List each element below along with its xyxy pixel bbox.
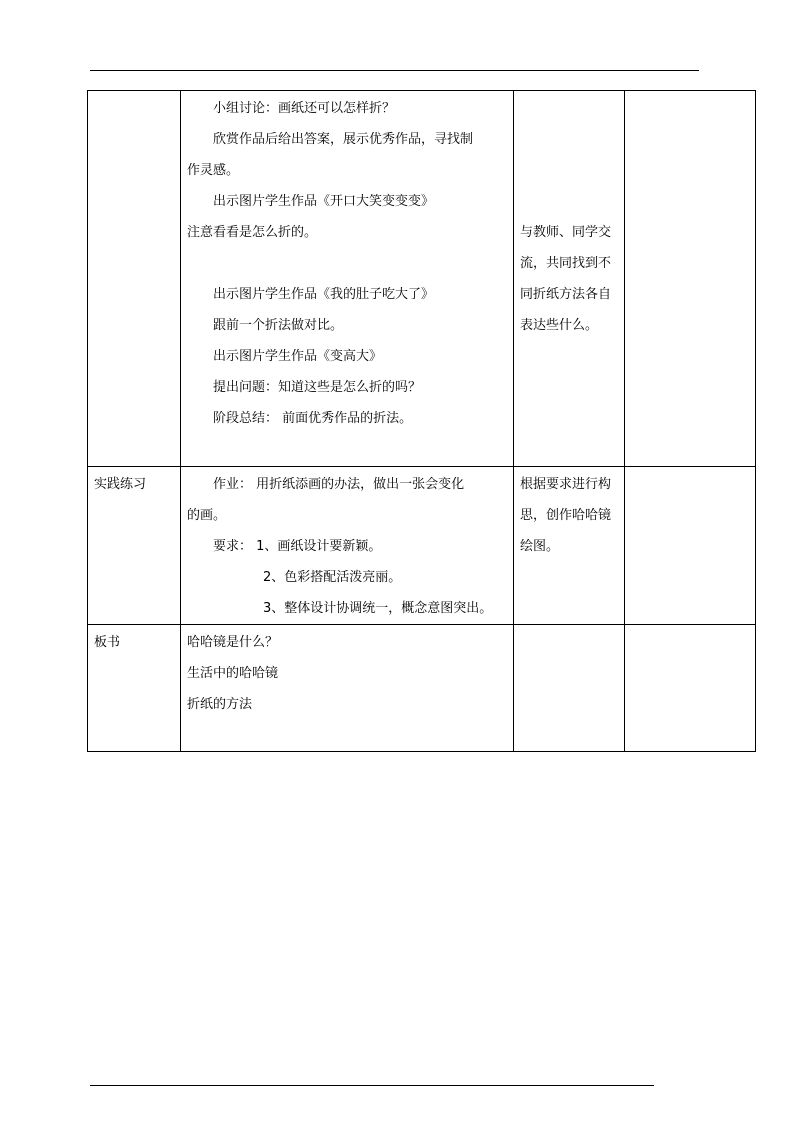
content-line: 生活中的哈哈镜 — [187, 666, 279, 681]
content-line: 欣赏作品后给出答案，展示优秀作品，寻找制 — [213, 132, 474, 147]
row-label-cell: 板书 — [88, 625, 181, 752]
content-line: 3、整体设计协调统一，概念意图突出。 — [263, 601, 493, 616]
content-line-blank — [187, 248, 507, 279]
content-line: 阶段总结： 前面优秀作品的折法。 — [213, 411, 413, 426]
content-line: 小组讨论：画纸还可以怎样折？ — [213, 101, 396, 116]
student-activity-text: 根据要求进行构思，创作哈哈镜绘图。 — [520, 477, 612, 554]
note-cell — [625, 625, 756, 752]
content-line: 跟前一个折法做对比。 — [213, 318, 344, 333]
lesson-plan-table — [87, 90, 756, 752]
footer-rule — [90, 1085, 654, 1086]
row-label-cell — [88, 91, 181, 467]
table-row — [88, 91, 756, 467]
content-cell — [181, 91, 514, 467]
content-line: 作灵感。 — [187, 163, 240, 178]
table-row — [88, 625, 756, 752]
student-activity-cell — [514, 467, 625, 625]
student-activity-text: 与教师、同学交流，共同找到不同折纸方法各自表达些什么。 — [520, 224, 612, 333]
content-line: 提出问题：知道这些是怎么折的吗？ — [213, 380, 422, 395]
student-activity-cell — [514, 91, 625, 467]
student-activity-cell — [514, 625, 625, 752]
note-cell — [625, 91, 756, 467]
content-line: 注意看看是怎么折的。 — [187, 225, 318, 240]
note-cell — [625, 467, 756, 625]
row-label-cell: 实践练习 — [88, 467, 181, 625]
content-line: 出示图片学生作品《变高大》 — [213, 349, 383, 364]
content-line: 作业： 用折纸添画的办法，做出一张会变化 — [213, 477, 465, 492]
table-row — [88, 467, 756, 625]
content-cell — [181, 625, 514, 752]
content-line: 要求： 1、画纸设计要新颖。 — [213, 539, 382, 554]
content-line: 哈哈镜是什么？ — [187, 635, 279, 650]
content-cell — [181, 467, 514, 625]
content-line: 出示图片学生作品《我的肚子吃大了》 — [213, 287, 435, 302]
content-line: 出示图片学生作品《开口大笑变变变》 — [213, 194, 435, 209]
header-rule — [90, 70, 699, 71]
content-line: 折纸的方法 — [187, 697, 253, 712]
content-line: 2、色彩搭配活泼亮丽。 — [263, 570, 402, 585]
content-line: 的画。 — [187, 508, 227, 523]
